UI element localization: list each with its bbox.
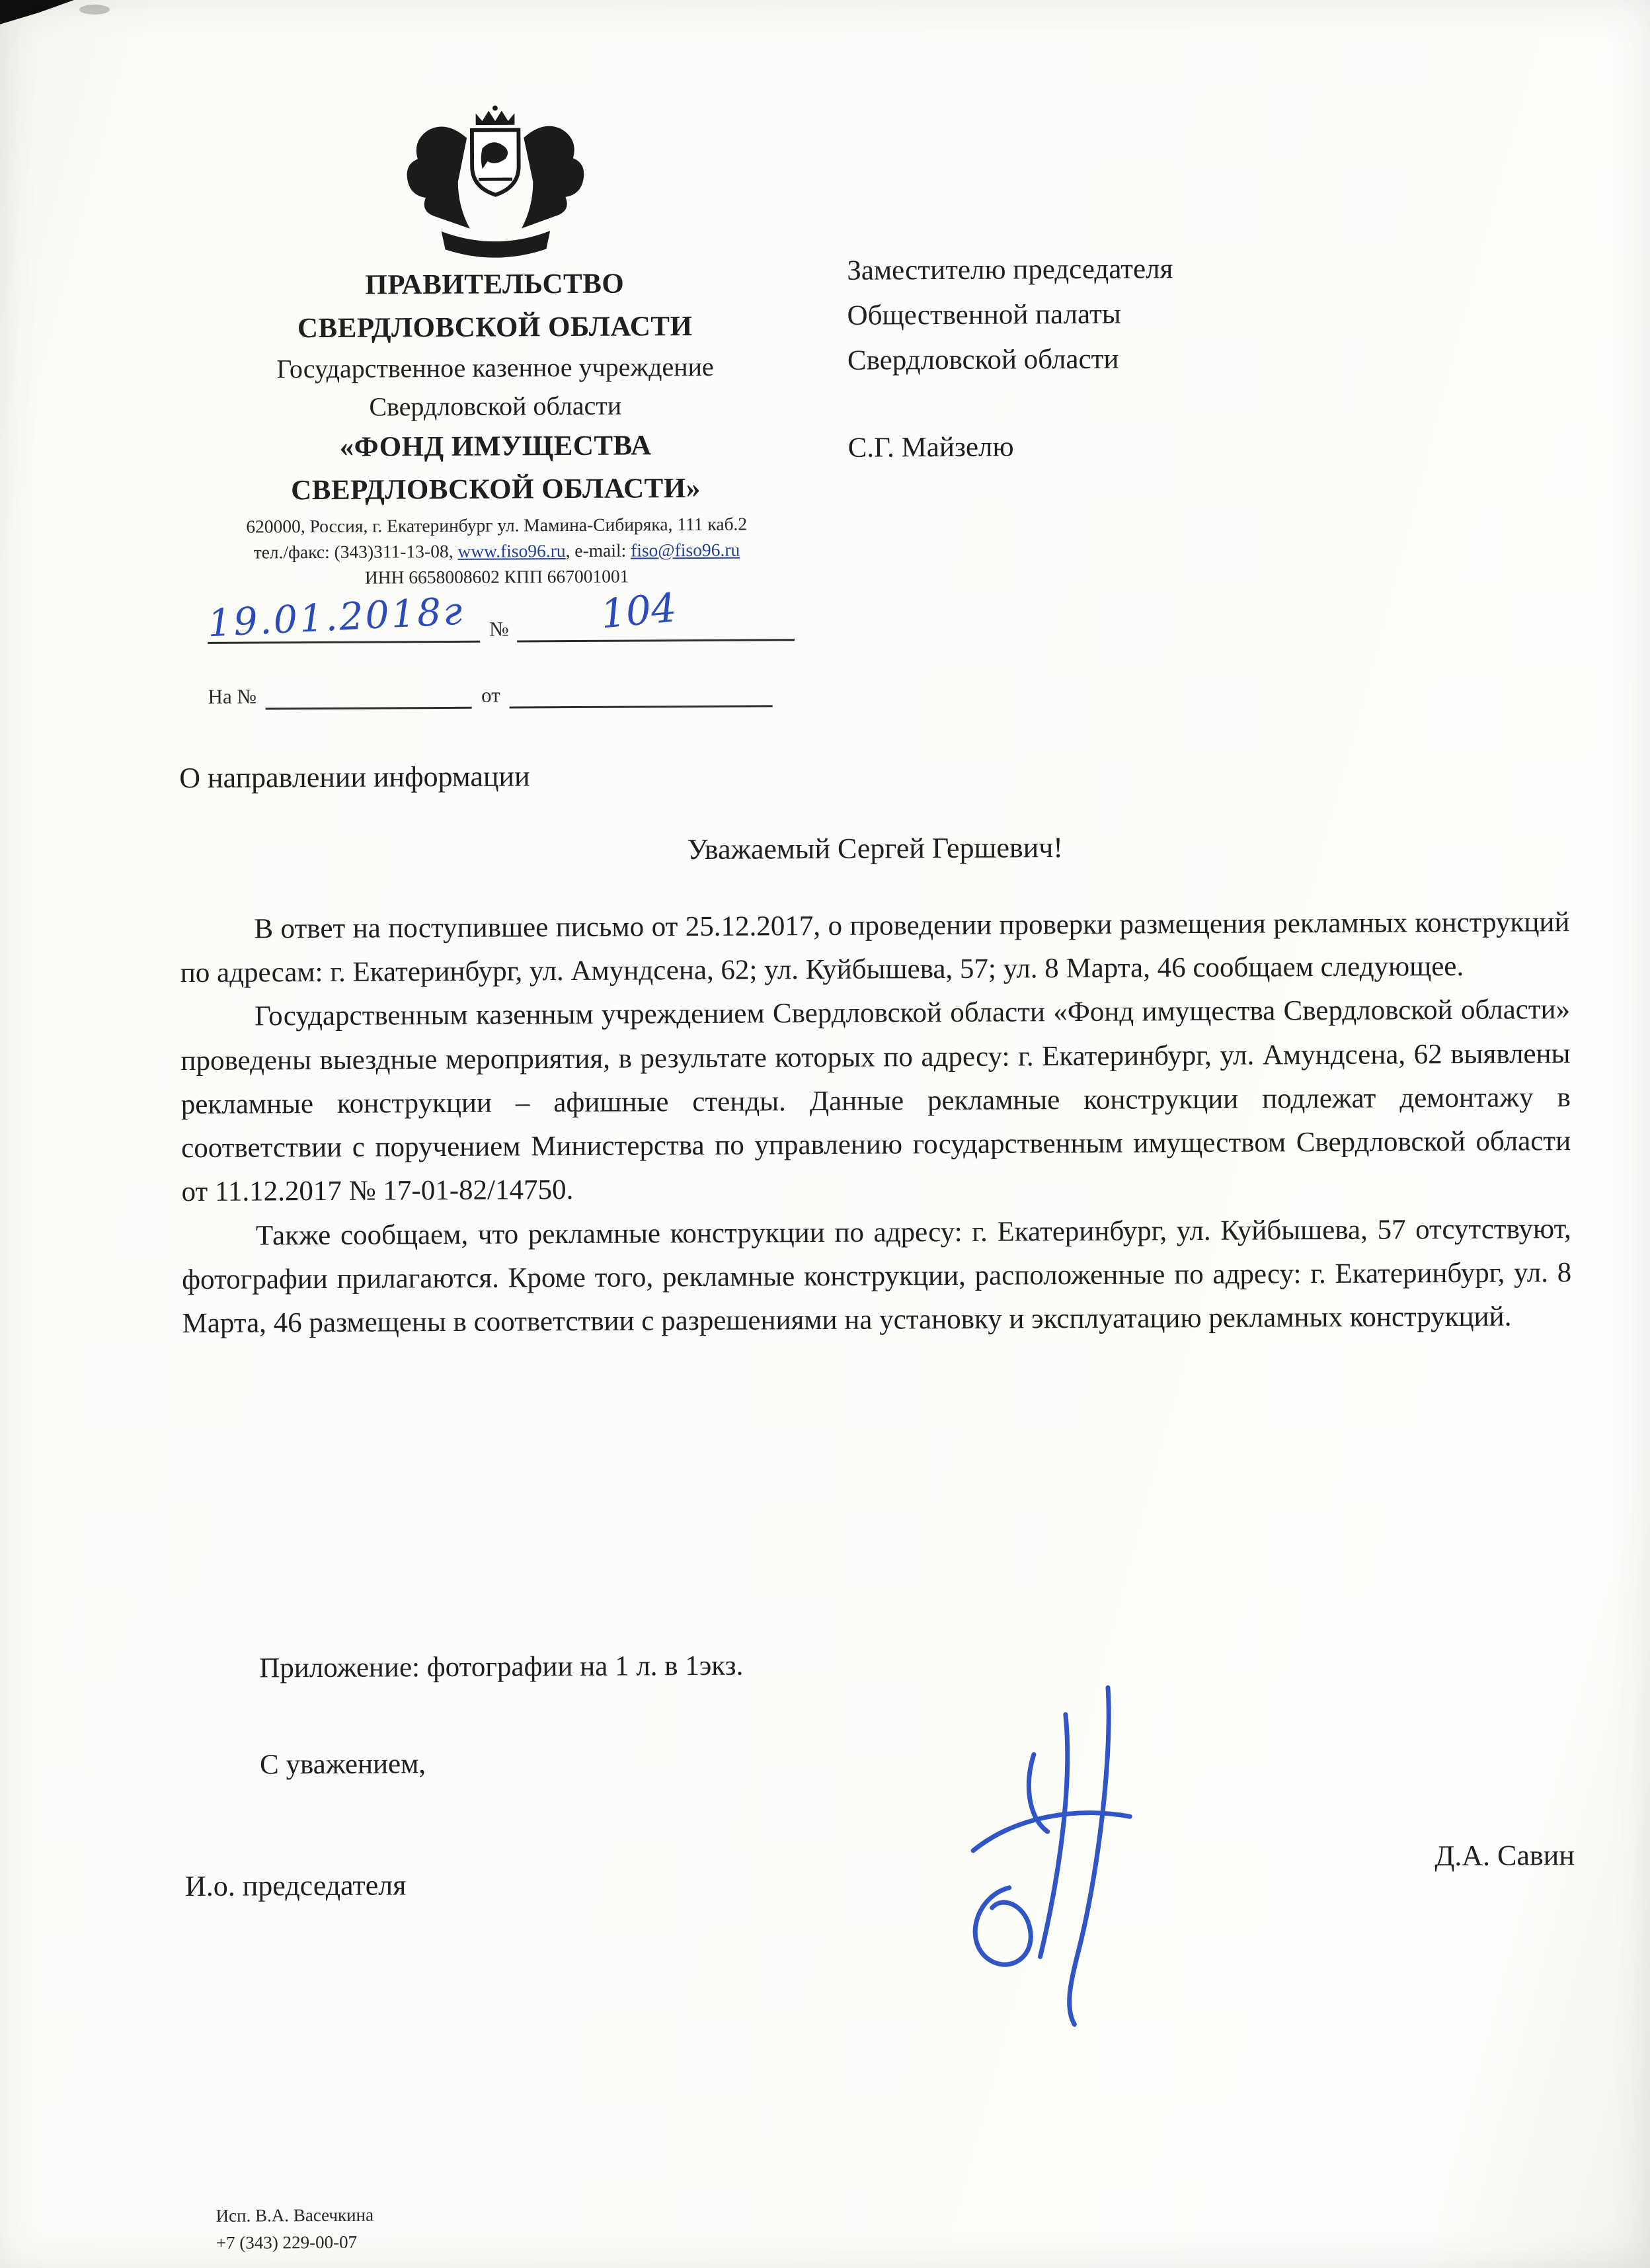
org-email-link[interactable]: fiso@fiso96.ru xyxy=(631,539,740,561)
org-government-line2: СВЕРДЛОВСКОЙ ОБЛАСТИ xyxy=(297,310,693,344)
coat-of-arms-icon xyxy=(364,104,627,261)
executor-block xyxy=(216,2202,374,2256)
number-blank-line xyxy=(516,585,794,642)
reference-reply-row xyxy=(208,677,772,709)
org-institution-line1: Государственное казенное учреждение xyxy=(276,351,714,384)
org-phone: тел./факс: (343)311-13-08, xyxy=(253,540,458,563)
closing-phrase: С уважением, xyxy=(259,1748,426,1781)
body-paragraph-3: Также сообщаем, что рекламные конструкции по адресу: г. Екатеринбург, ул. Куйбышева, 57 отсутствуют, фотографии прилагаются. Кроме того, рекламные конструкции, расположенные по адресу: г. Екатеринбург, ул. 8 Марта, 46 размещены в соответствии с разрешениями на установку и эксплуатацию рекламных конструкций. xyxy=(182,1213,1572,1340)
ot-blank-line xyxy=(510,677,773,708)
addressee-block xyxy=(847,247,1174,470)
org-email-label: , e-mail: xyxy=(565,540,631,561)
letter-body xyxy=(180,901,1571,1346)
org-website-link[interactable]: www.fiso96.ru xyxy=(457,540,566,561)
addressee-line3: Свердловской области xyxy=(847,343,1119,376)
body-paragraph-2: Государственным казенным учреждением Свердловской области «Фонд имущества Свердловской области» проведены выездные мероприятия, в результате которых по адресу: г. Екатеринбург, ул. Амундсена, 62 выявлены рекламные конструкции – афишные стенды. Данные рекламные конструкции подлежат демонтажу в соответствии с поручением Министерства по управлению государственным имуществом Свердловской области от 11.12.2017 № 17-01-82/14750. xyxy=(180,994,1571,1208)
letterhead-contact-block xyxy=(147,510,846,592)
org-institution-line2: Свердловской области xyxy=(369,390,622,422)
letterhead-org-block xyxy=(159,262,831,512)
letter-subject: О направлении информации xyxy=(179,760,530,795)
number-sign-label: № xyxy=(489,617,509,641)
executor-name: Исп. В.А. Васечкина xyxy=(216,2205,374,2226)
reference-date-row xyxy=(206,585,795,646)
ot-label: от xyxy=(481,683,500,707)
org-fund-line1: «ФОНД ИМУЩЕСТВА xyxy=(339,430,652,463)
org-fund-line2: СВЕРДЛОВСКОЙ ОБЛАСТИ» xyxy=(291,472,701,506)
addressee-line1: Заместителю председателя xyxy=(847,253,1173,286)
signature-ink xyxy=(933,1674,1161,2037)
executor-phone: +7 (343) 229-00-07 xyxy=(216,2232,358,2253)
addressee-name: С.Г. Майзелю xyxy=(847,431,1014,464)
org-inn-kpp: ИНН 6658008602 КПП 667001001 xyxy=(364,565,629,588)
org-government-line1: ПРАВИТЕЛЬСТВО xyxy=(365,268,625,301)
addressee-line2: Общественной палаты xyxy=(847,298,1121,331)
org-postal-address: 620000, Россия, г. Екатеринбург ул. Мамина-Сибиряка, 111 каб.2 xyxy=(246,513,748,537)
salutation: Уважаемый Сергей Гершевич! xyxy=(687,831,1064,866)
handwritten-number: 104 xyxy=(599,585,679,638)
signer-position: И.о. председателя xyxy=(184,1869,407,1903)
date-blank-line xyxy=(206,589,480,646)
na-number-label: На № xyxy=(208,684,257,708)
org-phone-line xyxy=(147,536,845,566)
attachment-note: Приложение: фотографии на 1 л. в 1экз. xyxy=(259,1650,744,1684)
body-paragraph-1: В ответ на поступившее письмо от 25.12.2017, о проведении проверки размещения рекламных конструкций по адресам: г. Екатеринбург, ул. Амундсена, 62; ул. Куйбышева, 57; ул. 8 Марта, 46 сообщаем следующее. xyxy=(180,907,1570,989)
handwritten-date: 19.01.2018г xyxy=(206,589,465,646)
na-number-blank-line xyxy=(266,679,472,710)
signer-name: Д.А. Савин xyxy=(1434,1839,1575,1873)
